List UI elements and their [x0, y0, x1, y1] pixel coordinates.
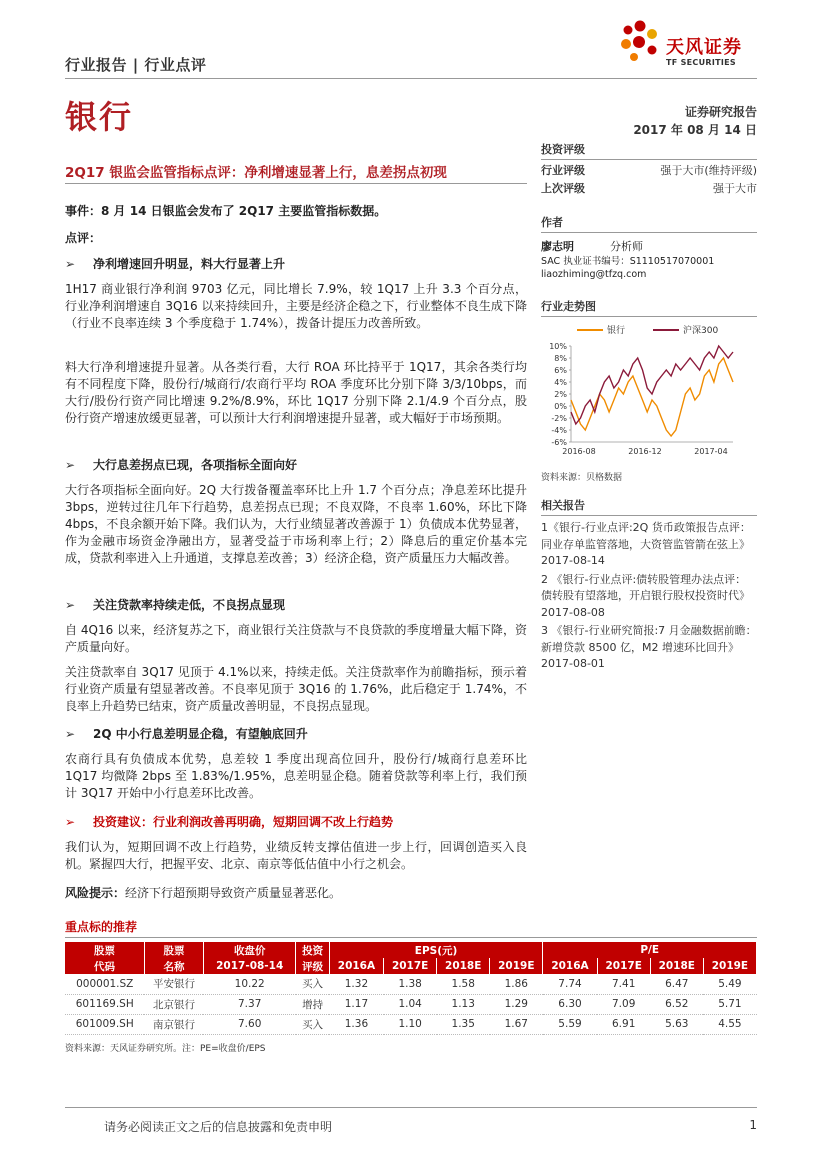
th-rating-2: 评级 [296, 958, 329, 974]
table-row [65, 994, 757, 1014]
author-role: 分析师 [610, 240, 643, 253]
footer-divider [65, 1107, 757, 1108]
last-rating-row: 上次评级 强于大市 [541, 180, 757, 198]
th-name: 名称 [144, 958, 203, 974]
event-line [65, 203, 527, 220]
author-block [541, 214, 757, 281]
section-1-paragraph-2: 料大行净利增速提升显著。从各类行看，大行 ROA 环比持平于 1Q17，其余各类行均有不同程度下降，股份行/城商行/农商行平均 ROA 季度环比分别下降 3/3/10bps，而大行/股份行资产同比增速 9.2%/8.9%，环比 1Q17 分别下降 2.1/4.9 个百分点，股份行资产增速放缓更显著，可以预计大行利润增速提升显著，或大幅好于市场预期。 [65, 360, 527, 425]
legend-label: 沪深300 [683, 326, 719, 336]
arrow-bullet-icon: ➢ [65, 257, 76, 271]
author-heading: 作者 [541, 214, 757, 233]
table-cell: 1.13 [437, 994, 490, 1014]
series-line-bank [571, 358, 733, 436]
recommend-table-block [65, 918, 757, 1054]
th-eps-2017: 2017E [384, 958, 437, 974]
author-email[interactable]: liaozhiming@tfzq.com [541, 269, 647, 280]
report-title: 2Q17 银监会监管指标点评：净利增速显著上行，息差拐点初现 [65, 165, 447, 181]
y-tick-label: -4% [551, 426, 567, 435]
table-row [65, 974, 757, 994]
author-name: 廖志明 [541, 240, 574, 253]
chart-source: 资料来源：贝格数据 [541, 473, 623, 483]
table-header-row-2 [65, 958, 757, 974]
risk-text: 经济下行超预期导致资产质量显著恶化。 [125, 886, 342, 900]
table-cell: 6.91 [597, 1014, 650, 1034]
industry-rating-value: 强于大市(维持评级) [660, 164, 757, 177]
table-cell: 北京银行 [144, 994, 203, 1014]
series-line-csi300 [571, 346, 733, 424]
th-pe: P/E [543, 942, 757, 958]
table-cell: 1.04 [384, 994, 437, 1014]
arrow-bullet-icon: ➢ [65, 727, 76, 741]
th-stock: 股票 [65, 942, 144, 958]
related-block [541, 497, 757, 673]
section-heading-1: ➢ 净利增速回升明显，料大行显著上升 [65, 257, 286, 271]
section-2-paragraph-1: 大行各项指标全面向好。2Q 大行拨备覆盖率环比上升 1.7 个百分点；净息差环比提升 3bps，逆转过往几年下行趋势，息差拐点已现；不良双降，不良率 1.60%，环比下降 4bps，不良余额开始下降。我们认为，大行业绩显著改善源于 1）负债成本优势显著，作为金融市场资金净融出方，显著受益于市场利率上行；2）降息后的重定价基本完成，贷款利率进入上升通道，支撑息差改善；3）经济企稳，资产质量压力大幅改善。 [65, 483, 527, 565]
event-label: 事件： [65, 204, 102, 218]
arrow-bullet-icon: ➢ [65, 598, 76, 612]
table-cell: 7.60 [203, 1014, 296, 1034]
table-cell: 601169.SH [65, 994, 144, 1014]
trend-heading: 行业走势图 [541, 298, 757, 317]
author-row [541, 239, 757, 255]
th-date: 2017-08-14 [203, 958, 296, 974]
y-tick-label: 2% [554, 390, 567, 399]
investment-paragraph: 我们认为，短期回调不改上行趋势，业绩反转支撑估值进一步上行，回调创造买入良机。紧握四大行，把握平安、北京、南京等低估值中小行之机会。 [65, 840, 527, 871]
industry-trend-chart [541, 318, 757, 466]
table-cell: 南京银行 [144, 1014, 203, 1034]
header-divider [65, 78, 757, 79]
section-heading-3: ➢ 关注贷款率持续走低，不良拐点显现 [65, 598, 286, 612]
table-cell: 7.09 [597, 994, 650, 1014]
th-eps: EPS(元) [329, 942, 543, 958]
table-cell: 1.36 [329, 1014, 383, 1034]
table-cell: 1.58 [437, 974, 490, 994]
th-eps-2016: 2016A [329, 958, 383, 974]
th-pe-2017: 2017E [597, 958, 650, 974]
author-sac: SAC 执业证书编号：S1110517070001 [541, 256, 715, 267]
risk-line [65, 885, 527, 902]
th-eps-2019: 2019E [490, 958, 543, 974]
arrow-bullet-icon: ➢ [65, 458, 76, 472]
section-3-paragraph-1: 自 4Q16 以来，经济复苏之下，商业银行关注贷款与不良贷款的季度增量大幅下降，资产质量向好。 [65, 623, 527, 654]
logo-english-name: TF SECURITIES [666, 58, 736, 67]
th-pe-2016: 2016A [543, 958, 597, 974]
related-report-1[interactable]: 1《银行-行业点评:2Q 货币政策报告点评：同业存单监管落地，大资管监管箭在弦上》 2017-08-14 [541, 521, 751, 567]
table-cell: 5.71 [703, 994, 756, 1014]
recommend-table [65, 942, 757, 1035]
arrow-bullet-icon: ➢ [65, 815, 76, 829]
table-cell: 10.22 [203, 974, 296, 994]
table-cell: 买入 [296, 974, 329, 994]
section-4-paragraph-1: 农商行具有负债成本优势，息差较 1 季度出现高位回升，股份行/城商行息差环比 1Q17 均微降 2bps 至 1.83%/1.95%，息差明显企稳。随着贷款等利率上行，我们预计 3Q17 开始中小行息差环比改善。 [65, 752, 527, 800]
rating-block [541, 141, 757, 198]
table-cell: 7.41 [597, 974, 650, 994]
report-type: 行业报告 | 行业点评 [65, 56, 207, 74]
th-pe-2018: 2018E [650, 958, 703, 974]
event-text: 8 月 14 日银监会发布了 2Q17 主要监管指标数据。 [101, 204, 387, 218]
section-1-paragraph-1: 1H17 商业银行净利润 9703 亿元，同比增长 7.9%，较 1Q17 上升 3.3 个百分点，行业净利润增速自 3Q16 以来持续回升，主要是经济企稳之下，行业整体不良生成下降（行业不良率连续 3 个季度稳于 1.74%），拨备计提压力改善所致。 [65, 282, 527, 330]
x-tick-label: 2017-04 [694, 447, 728, 456]
section-3-paragraph-2: 关注贷款率自 3Q17 见顶于 4.1%以来，持续走低。关注贷款率作为前瞻指标，预示着行业资产质量有望显著改善。不良率见顶于 3Q16 的 1.76%，此后稳定于 1.74%，不良率上升趋势已结束，资产质量改善明显，不良拐点显现。 [65, 665, 527, 713]
trend-block [541, 298, 757, 317]
table-cell: 5.49 [703, 974, 756, 994]
th-eps-2018: 2018E [437, 958, 490, 974]
x-tick-label: 2016-08 [562, 447, 596, 456]
table-cell: 1.10 [384, 1014, 437, 1034]
table-cell: 增持 [296, 994, 329, 1014]
sector-title: 银行 [65, 98, 134, 136]
table-cell: 1.17 [329, 994, 383, 1014]
related-report-2[interactable]: 2 《银行-行业点评:债转股管理办法点评：债转股有望落地，开启银行股权投资时代》 2017-08-08 [541, 572, 750, 619]
th-stock-2: 股票 [144, 942, 203, 958]
y-tick-label: 4% [554, 378, 567, 387]
table-cell: 5.59 [543, 1014, 597, 1034]
table-cell: 5.63 [650, 1014, 703, 1034]
disclaimer[interactable]: 请务必阅读正文之后的信息披露和免责申明 [104, 1120, 333, 1134]
table-note: 资料来源：天风证券研究所。注：PE=收盘价/EPS [65, 1043, 266, 1054]
related-list [541, 520, 757, 673]
table-header-row-1 [65, 942, 757, 958]
table-cell: 601009.SH [65, 1014, 144, 1034]
table-cell: 1.86 [490, 974, 543, 994]
table-cell: 7.74 [543, 974, 597, 994]
page-number: 1 [749, 1118, 757, 1132]
table-cell: 7.37 [203, 994, 296, 1014]
legend-label: 银行 [607, 326, 626, 336]
y-tick-label: -6% [551, 438, 567, 447]
industry-rating-row: 行业评级 强于大市(维持评级) [541, 162, 757, 180]
th-code: 代码 [65, 958, 144, 974]
table-cell: 1.29 [490, 994, 543, 1014]
y-tick-label: -2% [551, 414, 567, 423]
table-row [65, 1014, 757, 1034]
table-cell: 6.52 [650, 994, 703, 1014]
table-cell: 平安银行 [144, 974, 203, 994]
section-heading-2: ➢ 大行息差拐点已现，各项指标全面向好 [65, 458, 298, 472]
y-tick-label: 10% [549, 342, 567, 351]
table-cell: 1.32 [329, 974, 383, 994]
related-report-3[interactable]: 3 《银行-行业研究简报:7 月金融数据前瞻：新增贷款 8500 亿，M2 增速环比回升》 2017-08-01 [541, 624, 757, 670]
table-cell: 6.47 [650, 974, 703, 994]
x-tick-label: 2016-12 [628, 447, 662, 456]
table-cell: 4.55 [703, 1014, 756, 1034]
section-heading-4: ➢ 2Q 中小行息差明显企稳，有望触底回升 [65, 727, 308, 741]
table-cell: 000001.SZ [65, 974, 144, 994]
table-cell: 买入 [296, 1014, 329, 1034]
last-rating-value: 强于大市 [713, 182, 757, 195]
table-title: 重点标的推荐 [65, 918, 757, 938]
logo-name: 天风证券 [666, 37, 742, 58]
table-cell: 1.35 [437, 1014, 490, 1034]
investment-heading: ➢ 投资建议：行业利润改善再明确，短期回调不改上行趋势 [65, 815, 394, 829]
table-cell: 6.30 [543, 994, 597, 1014]
table-cell: 1.67 [490, 1014, 543, 1034]
comment-label: 点评： [65, 231, 102, 245]
y-tick-label: 6% [554, 366, 567, 375]
y-tick-label: 0% [554, 402, 567, 411]
risk-label: 风险提示： [65, 886, 126, 900]
th-close: 收盘价 [203, 942, 296, 958]
report-kind: 证券研究报告 [684, 105, 757, 119]
table-cell: 1.38 [384, 974, 437, 994]
y-tick-label: 8% [554, 354, 567, 363]
title-divider [65, 183, 527, 184]
related-heading: 相关报告 [541, 497, 757, 516]
th-rating: 投资 [296, 942, 329, 958]
th-pe-2019: 2019E [703, 958, 756, 974]
rating-heading: 投资评级 [541, 141, 757, 160]
report-date: 2017 年 08 月 14 日 [633, 123, 757, 137]
